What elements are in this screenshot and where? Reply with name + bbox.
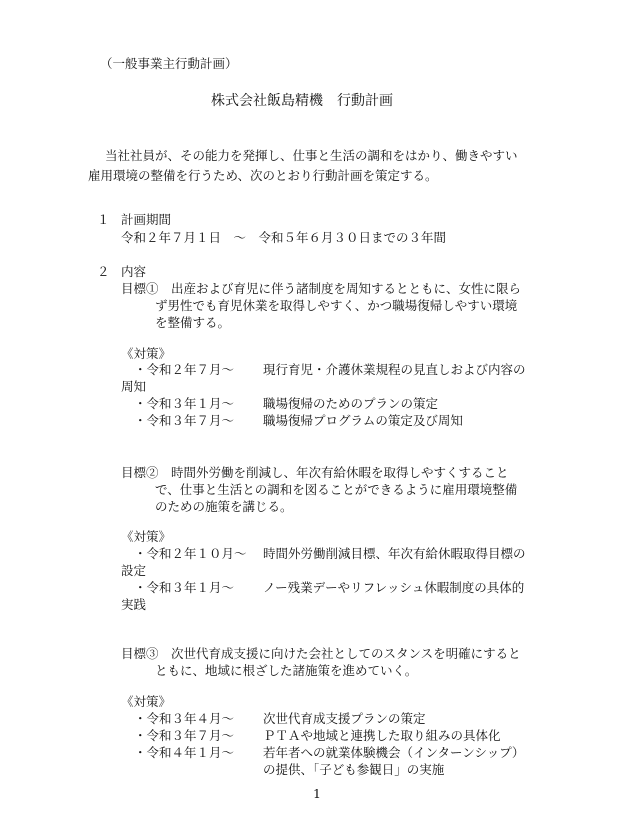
goal2-measure-1-text: 時間外労働削減目標、年次有給休暇取得目標の bbox=[263, 546, 526, 561]
goal1-line-1: 出産および育児に伴う諸制度を周知するとともに、女性に限ら bbox=[171, 281, 522, 296]
goal2-line-3: のための施策を講じる。 bbox=[155, 499, 293, 514]
goal1-line-2: ず男性でも育児休業を取得しやすく、かつ職場復帰しやすい環境 bbox=[155, 298, 518, 313]
section1-number: １ bbox=[97, 212, 110, 227]
goal1-measure-1-cont: 周知 bbox=[121, 379, 147, 394]
goal3-line-2: ともに、地域に根ざした諸施策を進めていく。 bbox=[155, 663, 418, 678]
goal2-line-2: で、仕事と生活との調和を図ることができるように雇用環境整備 bbox=[155, 482, 518, 497]
section2-heading: 内容 bbox=[121, 264, 147, 279]
goal3-measure-2-date: ・令和３年７月～ bbox=[134, 728, 235, 743]
goal3-measure-3-cont: の提供、「子ども参観日」の実施 bbox=[263, 762, 445, 777]
goal2-line-1: 時間外労働を削減し、年次有給休暇を取得しやすくすること bbox=[171, 465, 509, 480]
goal1-measures-label: 《対策》 bbox=[121, 346, 172, 361]
goal1-measure-1-date: ・令和２年７月～ bbox=[134, 362, 235, 377]
section2-number: ２ bbox=[97, 264, 110, 279]
page-number: 1 bbox=[313, 786, 321, 801]
header-label: （一般事業主行動計画） bbox=[100, 56, 238, 71]
page-title: 株式会社飯島精機 行動計画 bbox=[211, 93, 393, 109]
goal2-measure-1-cont: 設定 bbox=[121, 563, 147, 578]
goal2-measure-2-date: ・令和３年１月～ bbox=[134, 580, 235, 595]
goal3-measure-3-text: 若年者への就業体験機会（インターンシップ） bbox=[263, 745, 525, 760]
goal3-measure-1-text: 次世代育成支援プランの策定 bbox=[263, 711, 426, 726]
goal2-measure-1-date: ・令和２年１０月～ bbox=[134, 546, 247, 561]
goal2-measures-label: 《対策》 bbox=[121, 529, 172, 544]
goal3-measure-1-date: ・令和３年４月～ bbox=[134, 711, 235, 726]
goal1-measure-2-text: 職場復帰のためのプランの策定 bbox=[263, 396, 439, 411]
goal2-measure-2-text: ノー残業デーやリフレッシュ休暇制度の具体的 bbox=[263, 580, 525, 595]
goal2-label: 目標② bbox=[121, 465, 159, 480]
goal3-measure-3-date: ・令和４年１月～ bbox=[134, 745, 235, 760]
section1-body: 令和２年７月１日 ～ 令和５年６月３０日までの３年間 bbox=[121, 230, 447, 245]
goal1-line-3: を整備する。 bbox=[155, 315, 231, 330]
goal1-label: 目標① bbox=[121, 281, 159, 296]
section1-heading: 計画期間 bbox=[121, 212, 172, 227]
goal1-measure-1-text: 現行育児・介護休業規程の見直しおよび内容の bbox=[263, 362, 526, 377]
goal1-measure-3-date: ・令和３年７月～ bbox=[134, 413, 235, 428]
goal2-measure-2-cont: 実践 bbox=[121, 597, 147, 612]
goal3-label: 目標③ bbox=[121, 646, 159, 661]
goal1-measure-2-date: ・令和３年１月～ bbox=[134, 396, 235, 411]
intro-line-1: 当社社員が、その能力を発揮し、仕事と生活の調和をはかり、働きやすい bbox=[105, 148, 518, 163]
intro-line-2: 雇用環境の整備を行うため、次のとおり行動計画を策定する。 bbox=[88, 168, 438, 183]
goal3-measure-2-text: ＰＴＡや地域と連携した取り組みの具体化 bbox=[263, 728, 501, 743]
goal1-measure-3-text: 職場復帰プログラムの策定及び周知 bbox=[263, 413, 463, 428]
goal3-line-1: 次世代育成支援に向けた会社としてのスタンスを明確にすると bbox=[171, 646, 521, 661]
goal3-measures-label: 《対策》 bbox=[121, 694, 172, 709]
